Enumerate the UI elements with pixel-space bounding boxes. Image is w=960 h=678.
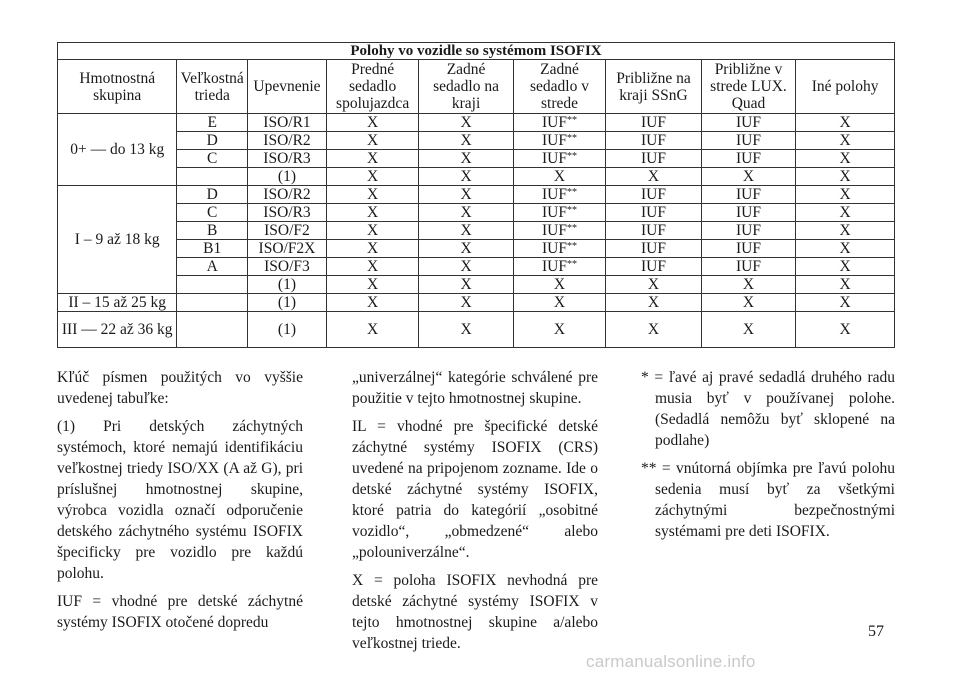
column-header: Veľkostná trieda (177, 60, 248, 114)
table-cell: IUF** (513, 132, 605, 150)
table-cell: ISO/R1 (248, 114, 327, 132)
table-cell: X (796, 132, 895, 150)
table-cell: IUF** (513, 222, 605, 240)
table-cell: IUF (701, 204, 795, 222)
table-cell: X (419, 312, 513, 348)
table-cell: X (606, 294, 702, 312)
table-cell: X (513, 294, 605, 312)
table-row (58, 312, 895, 348)
table-row (58, 168, 895, 186)
table-cell: IUF (606, 240, 702, 258)
table-cell: IUF (606, 258, 702, 276)
table-row (58, 186, 895, 204)
table-cell: IUF (606, 204, 702, 222)
table-cell: IUF (701, 240, 795, 258)
table-cell: X (796, 114, 895, 132)
table-title: Polohy vo vozidle so systémom ISOFIX (58, 43, 895, 60)
table-cell: X (796, 222, 895, 240)
column-header: Predné sedadlo spolujazdca (326, 60, 418, 114)
note-paragraph: IUF = vhodné pre detské záchytné systémy ISOFIX otočené dopredu (57, 593, 303, 631)
table-cell: IUF (701, 258, 795, 276)
table-cell: X (701, 276, 795, 294)
table-cell: (1) (248, 276, 327, 294)
table-cell: IUF** (513, 204, 605, 222)
table-cell: B1 (177, 240, 248, 258)
table-cell: IUF (606, 150, 702, 168)
table-cell: C (177, 150, 248, 168)
table-cell: X (326, 114, 418, 132)
table-row (58, 222, 895, 240)
weight-group-cell: II – 15 až 25 kg (58, 294, 177, 312)
note-paragraph: (1) Pri detských záchytných systémoch, ktoré nemajú identifikáciu veľkostnej triedy ISO/XX (A až G), pri príslušnej hmotnostnej skupine, výrobca vozidla označí odporučenie detského záchytného systému ISOFIX špecificky pre vozidlo pre každú polohu. (57, 418, 303, 582)
table-cell: X (513, 312, 605, 348)
table-cell: X (419, 276, 513, 294)
table-cell: IUF (701, 132, 795, 150)
notes-column-2 (352, 367, 598, 661)
page-number: 57 (868, 623, 884, 640)
table-cell: X (419, 132, 513, 150)
table-cell: X (326, 294, 418, 312)
watermark: carmanualsonline.info (586, 652, 756, 671)
column-header: Hmotnostná skupina (58, 60, 177, 114)
table-cell: X (326, 150, 418, 168)
column-header: Zadné sedadlo v strede (513, 60, 605, 114)
table-cell: IUF** (513, 258, 605, 276)
table-cell: X (796, 168, 895, 186)
table-cell: X (513, 168, 605, 186)
table-row (58, 258, 895, 276)
column-header: Približne v strede LUX. Quad (701, 60, 795, 114)
table-cell: C (177, 204, 248, 222)
weight-group-cell: 0+ — do 13 kg (58, 114, 177, 186)
table-cell: X (796, 276, 895, 294)
table-cell: IUF (606, 186, 702, 204)
table-cell: IUF (606, 222, 702, 240)
table-cell: IUF (701, 222, 795, 240)
note-paragraph: IL = vhodné pre špecifické detské záchytné systémy ISOFIX (CRS) uvedené na pripojenom zozname. Ide o detské záchytné systémy ISOFIX, ktoré patria do kategórií „osobitné vozidlo“, „obmedzené“ alebo „polouniverzálne“. (352, 418, 598, 561)
table-cell: ISO/F2X (248, 240, 327, 258)
table-cell: ISO/R2 (248, 132, 327, 150)
table-cell: X (606, 312, 702, 348)
table-cell: X (326, 222, 418, 240)
table-cell: X (513, 276, 605, 294)
weight-group-cell: III — 22 až 36 kg (58, 312, 177, 348)
table-cell: IUF (606, 132, 702, 150)
table-cell: ISO/R3 (248, 150, 327, 168)
column-header: Upevnenie (248, 60, 327, 114)
table-cell: X (326, 186, 418, 204)
note-paragraph: X = poloha ISOFIX nevhodná pre detské záchytné systémy ISOFIX v tejto hmotnostnej skupine a/alebo veľkostnej triede. (352, 572, 598, 652)
table-cell: (1) (248, 168, 327, 186)
table-row (58, 276, 895, 294)
table-cell: X (606, 168, 702, 186)
table-cell: (1) (248, 312, 327, 348)
table-cell: X (419, 294, 513, 312)
table-cell: X (796, 294, 895, 312)
table-cell: ISO/F3 (248, 258, 327, 276)
table-cell: IUF** (513, 240, 605, 258)
table-cell: D (177, 132, 248, 150)
table-cell: IUF (606, 114, 702, 132)
note-paragraph: Kľúč písmen použitých vo vyššie uvedenej tabuľke: (57, 369, 303, 407)
table-cell: X (419, 150, 513, 168)
table-row (58, 132, 895, 150)
table-row (58, 240, 895, 258)
table-cell: X (796, 240, 895, 258)
table-cell: X (326, 276, 418, 294)
table-cell (177, 312, 248, 348)
table-cell: X (326, 132, 418, 150)
table-header-row (58, 60, 895, 114)
table-cell: X (419, 222, 513, 240)
table-cell: X (701, 168, 795, 186)
column-header: Približne na kraji SSnG (606, 60, 702, 114)
table-cell: IUF** (513, 150, 605, 168)
note-paragraph: „univerzálnej“ kategórie schválené pre použitie v tejto hmotnostnej skupine. (352, 369, 598, 407)
table-cell: X (326, 312, 418, 348)
table-cell: IUF** (513, 186, 605, 204)
isofix-positions-table (57, 42, 895, 348)
table-cell: X (419, 258, 513, 276)
table-row (58, 114, 895, 132)
table-cell (177, 168, 248, 186)
table-cell (177, 294, 248, 312)
table-cell: X (796, 186, 895, 204)
notes-column-3 (641, 367, 895, 549)
table-cell: X (701, 312, 795, 348)
table-cell: A (177, 258, 248, 276)
notes-column-1 (57, 367, 303, 640)
table-cell: X (796, 204, 895, 222)
table-cell: X (326, 258, 418, 276)
table-row (58, 150, 895, 168)
table-cell: X (419, 204, 513, 222)
table-cell: D (177, 186, 248, 204)
footnote-double-asterisk: ** = vnútorná objímka pre ľavú polohu sedenia musí byť za všetkými záchytnými bezpečnostnými systémami pre deti ISOFIX. (641, 460, 895, 540)
table-cell: X (796, 312, 895, 348)
table-cell: ISO/R2 (248, 186, 327, 204)
table-cell: ISO/R3 (248, 204, 327, 222)
table-cell (177, 276, 248, 294)
table-cell: X (326, 168, 418, 186)
table-cell: X (326, 204, 418, 222)
weight-group-cell: I – 9 až 18 kg (58, 186, 177, 294)
table-cell: X (326, 240, 418, 258)
table-cell: X (701, 294, 795, 312)
table-cell: X (796, 258, 895, 276)
table-cell: IUF (701, 114, 795, 132)
table-row (58, 294, 895, 312)
table-cell: (1) (248, 294, 327, 312)
table-cell: X (796, 150, 895, 168)
table-cell: X (419, 168, 513, 186)
table-cell: X (419, 240, 513, 258)
table-cell: X (606, 276, 702, 294)
table-cell: ISO/F2 (248, 222, 327, 240)
table-cell: IUF** (513, 114, 605, 132)
table-cell: X (419, 114, 513, 132)
table-cell: IUF (701, 150, 795, 168)
table-cell: E (177, 114, 248, 132)
footnote-single-asterisk: * = ľavé aj pravé sedadlá druhého radu musia byť v používanej polohe. (Sedadlá nemôžu byť sklopené na podlahe) (641, 369, 895, 449)
column-header: Iné polohy (796, 60, 895, 114)
table-cell: X (419, 186, 513, 204)
table-cell: IUF (701, 186, 795, 204)
table-cell: B (177, 222, 248, 240)
table-body (58, 114, 895, 348)
table-row (58, 204, 895, 222)
column-header: Zadné sedadlo na kraji (419, 60, 513, 114)
